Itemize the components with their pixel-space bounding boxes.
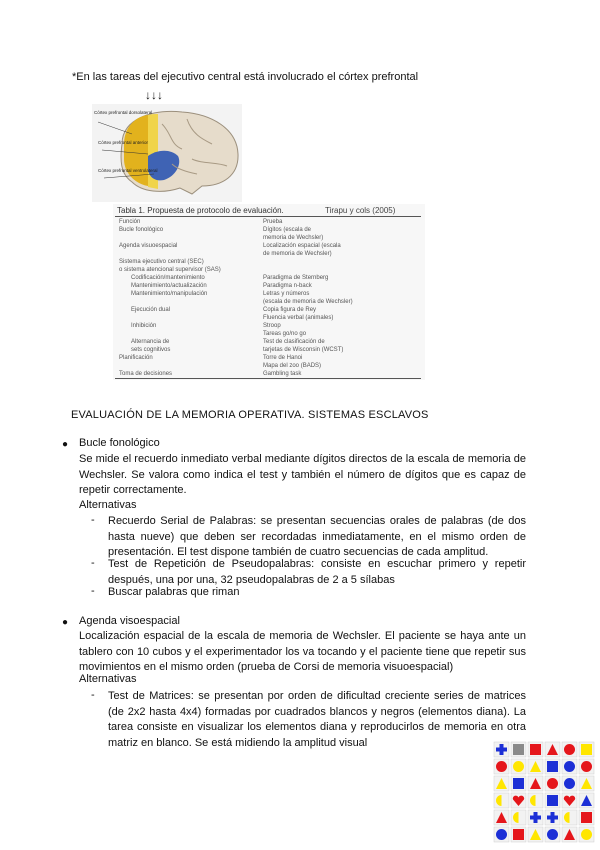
table-cell: tarjetas de Wisconsin (WCST) — [263, 347, 344, 353]
table-title: Tabla 1. Propuesta de protocolo de evaluación. — [117, 206, 284, 215]
matrix-test-illustration — [493, 741, 597, 845]
matrix-shape — [513, 778, 524, 789]
table-cell: Bucle fonológico — [119, 227, 164, 233]
table-cell: Agenda visuoespacial — [119, 243, 178, 249]
table-cell: Localización espacial (escala — [263, 243, 341, 249]
table-cell: Gambling task — [263, 371, 302, 377]
matrix-shape — [547, 795, 558, 806]
bullet-icon: ● — [62, 617, 69, 628]
prefrontal-note: *En las tareas del ejecutivo central está involucrado el córtex prefrontal — [72, 71, 419, 83]
dash-marker: - — [91, 689, 95, 701]
table-cell: Sistema ejecutivo central (SEC) — [119, 259, 204, 265]
table-cell: Copia figura de Rey — [263, 307, 317, 313]
table-cell: Mapa del zoo (BADS) — [263, 363, 322, 369]
table-cell: Letras y números — [263, 291, 310, 297]
table-citation: Tirapu y cols (2005) — [325, 206, 396, 215]
dash-marker: - — [91, 557, 95, 569]
section-heading: EVALUACIÓN DE LA MEMORIA OPERATIVA. SISTEMAS ESCLAVOS — [71, 409, 429, 421]
matrix-shape — [564, 778, 575, 789]
table-cell: Test de clasificación de — [263, 339, 325, 345]
list-item: Test de Matrices: se presentan por orden de dificultad creciente series de matrices (de 2x2 hasta 4x4) formadas por cuadrados blancos y negros (elementos diana). La tarea consiste en visualizar los elementos diana y reproducirlos de memoria en otra matriz en blanco. Se está midiendo la amplitud visual — [108, 690, 526, 749]
matrix-shape — [564, 744, 575, 755]
matrix-shape — [581, 812, 592, 823]
alternatives-label: Alternativas — [79, 673, 137, 685]
matrix-shape — [513, 744, 524, 755]
table-cell: Dígitos (escala de — [263, 227, 312, 233]
matrix-shape — [530, 744, 541, 755]
down-arrows: ↓↓↓ — [145, 88, 163, 102]
dash-marker: - — [91, 514, 95, 526]
table-cell: Paradigma de Sternberg — [263, 275, 329, 281]
list-item: Buscar palabras que riman — [108, 586, 240, 598]
table-cell: Tareas go/no go — [263, 331, 307, 337]
table-cell: Fluencia verbal (animales) — [263, 315, 334, 321]
list-item: Test de Repetición de Pseudopalabras: consiste en escuchar primero y repetir después, una por una, 32 pseudopalabras de 2 a 5 sílabas — [108, 558, 526, 586]
bullet-icon: ● — [62, 439, 69, 450]
label-anterior: Córtex prefrontal anterior — [98, 140, 149, 145]
matrix-shape — [547, 778, 558, 789]
brain-figure — [92, 104, 242, 202]
table-cell: Planificación — [119, 355, 153, 361]
matrix-shape — [564, 761, 575, 772]
matrix-shape — [496, 761, 507, 772]
table-cell: Toma de decisiones — [119, 371, 173, 377]
table-cell: Stroop — [263, 323, 281, 329]
matrix-grid — [493, 741, 597, 845]
table-cell: Prueba — [263, 219, 283, 225]
table-cell: Torre de Hanoi — [263, 355, 303, 361]
table-rule-top — [115, 216, 421, 217]
section-title-bucle: Bucle fonológico — [79, 437, 160, 449]
alternatives-label: Alternativas — [79, 499, 137, 511]
table-cell: Ejecución dual — [131, 307, 171, 313]
table-cell: Mantenimiento/actualización — [131, 283, 207, 289]
matrix-shape — [547, 829, 558, 840]
matrix-shape — [547, 761, 558, 772]
protocol-table — [113, 204, 425, 380]
table-cell: Codificación/mantenimiento — [131, 275, 205, 281]
table-cell: de memoria de Wechsler) — [263, 251, 332, 257]
matrix-shape — [513, 829, 524, 840]
section-title-agenda: Agenda visoespacial — [79, 615, 180, 627]
table-cell: (escala de memoria de Wechsler) — [263, 299, 353, 305]
section-paragraph-agenda: Localización espacial de la escala de memoria de Wechsler. El paciente se haya ante un tablero con 10 cubos y el experimentador los va tocando y el paciente tiene que repetir sus movimientos en el mismo orden (prueba de Corsi de memoria visuoespacial) — [79, 630, 526, 673]
table-cell: memoria de Wechsler) — [263, 235, 324, 241]
table-cell: o sistema atencional supervisor (SAS) — [119, 267, 221, 273]
table-cell: sets cognitivos — [131, 347, 171, 353]
section-paragraph-bucle: Se mide el recuerdo inmediato verbal mediante dígitos directos de la escala de memoria de Wechsler. Se valora como indica el test y también el número de dígitos que es capaz de repetir correctamente. — [79, 453, 526, 496]
table-cell: Inhibición — [131, 323, 157, 329]
brain-illustration — [92, 104, 242, 202]
list-item: Recuerdo Serial de Palabras: se presentan secuencias orales de palabras (de dos hasta nueve) que deben ser recordadas inmediatamente, en el mismo orden de presentación. El test dispone también de cuatro secuencias de cada amplitud. — [108, 515, 526, 558]
table-cell: Alternancia de — [131, 339, 170, 345]
matrix-shape — [581, 761, 592, 772]
matrix-shape — [496, 829, 507, 840]
dash-marker: - — [91, 585, 95, 597]
table-cell: Mantenimiento/manipulación — [131, 291, 208, 297]
table-cell: Paradigma n-back — [263, 283, 312, 289]
label-dorsolateral: Córtex prefrontal dorsolateral — [94, 110, 153, 115]
table-rule-bottom — [115, 378, 421, 379]
label-ventrolateral: Córtex prefrontal ventrolateral — [98, 168, 158, 173]
matrix-shape — [513, 761, 524, 772]
matrix-shape — [581, 829, 592, 840]
table-cell: Función — [119, 219, 141, 225]
matrix-shape — [581, 744, 592, 755]
